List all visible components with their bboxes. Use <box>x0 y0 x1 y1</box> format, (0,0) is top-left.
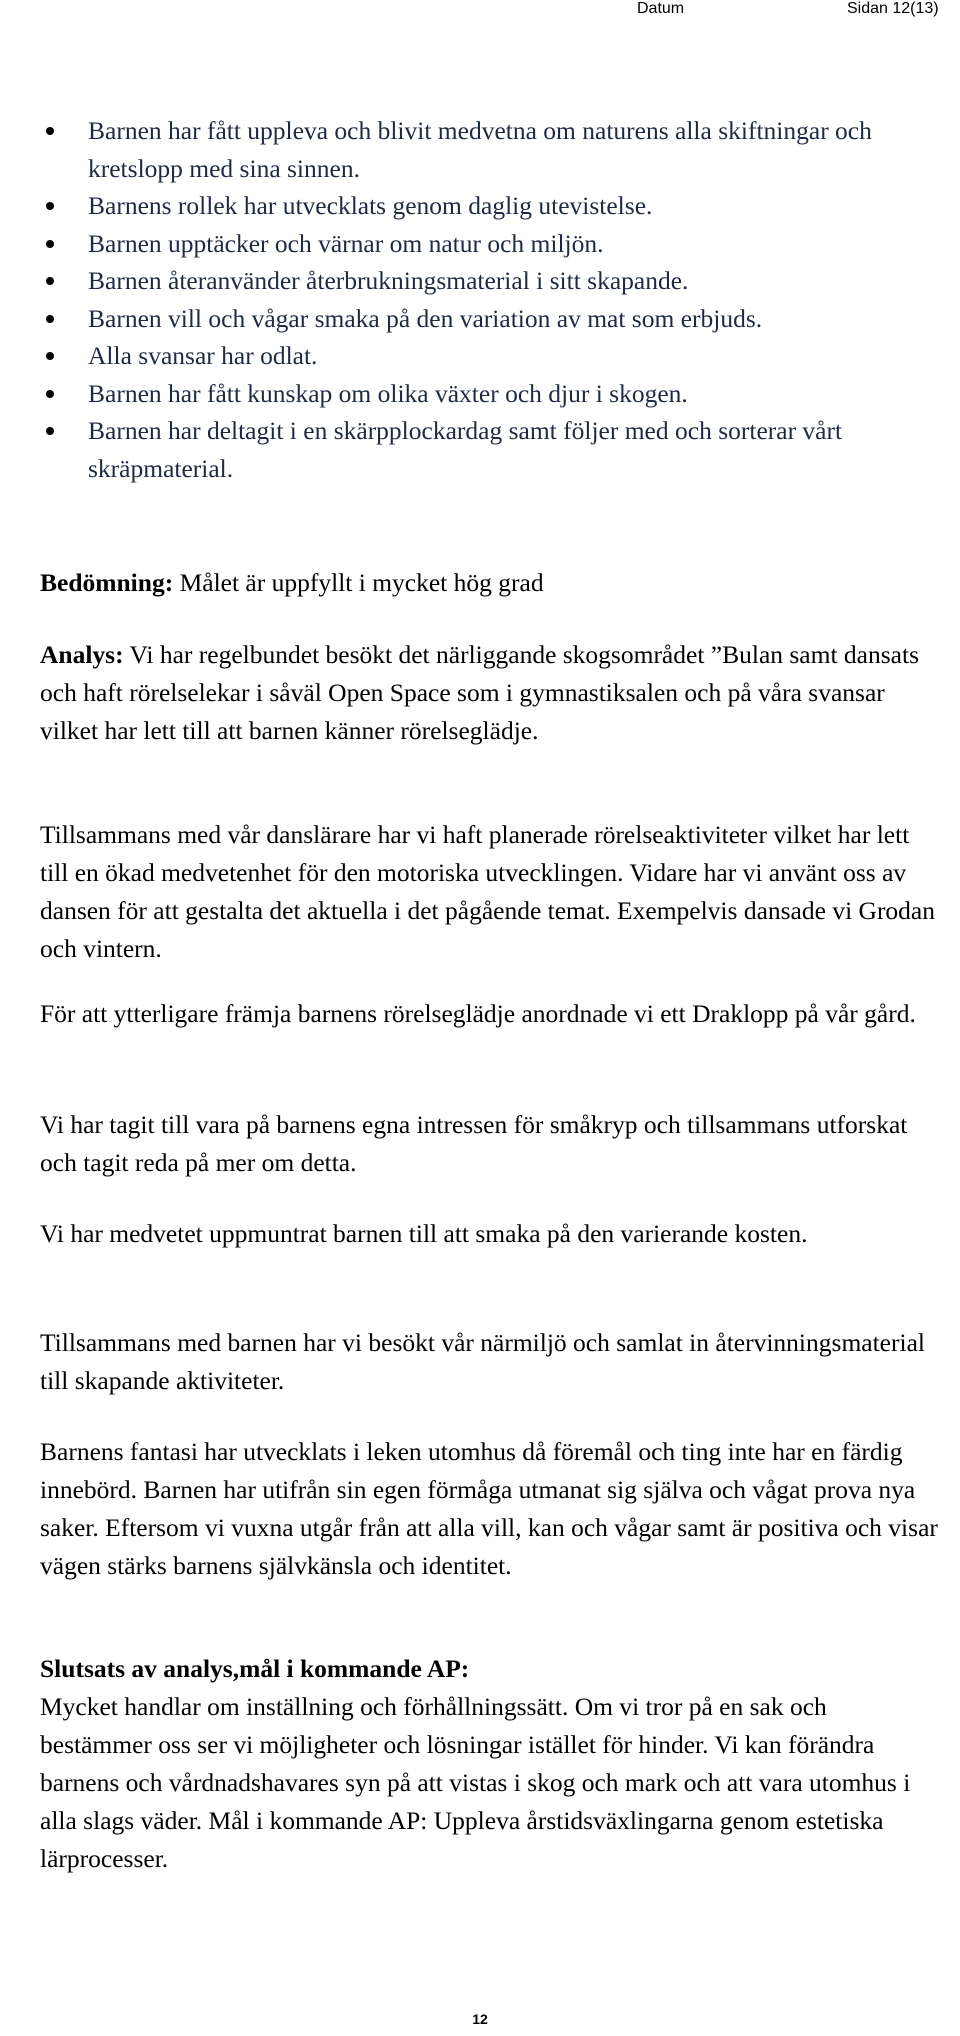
bullet-item <box>0 337 888 375</box>
paragraph-narmiljo: Tillsammans med barnen har vi besökt vår närmiljö och samlat in återvinningsmaterial till skapande aktiviteter. <box>40 1328 925 1395</box>
bullet-icon <box>46 390 54 398</box>
assessment-text: Målet är uppfyllt i mycket hög grad <box>173 568 544 597</box>
conclusion-text: Mycket handlar om inställning och förhållningssätt. Om vi tror på en sak och bestämmer oss ser vi möjligheter och lösningar istället för hinder. Vi kan förändra barnens och vårdnadshavares syn på att vistas i skog och mark och att vara utomhus i alla slags väder. Mål i kommande AP: Uppleva årstidsväxlingarna genom estetiska lärprocesser. <box>40 1692 911 1873</box>
conclusion-heading: Slutsats av analys,mål i kommande AP: <box>40 1654 470 1683</box>
paragraph-kosten: Vi har medvetet uppmuntrat barnen till att smaka på den varierande kosten. <box>40 1219 808 1248</box>
bullet-icon <box>46 315 54 323</box>
bullet-icon <box>46 427 54 435</box>
conclusion-section <box>40 1650 940 1878</box>
analysis-label: Analys: <box>40 640 124 669</box>
header-page-label: Sidan 12(13) <box>847 0 939 17</box>
assessment-paragraph <box>40 564 940 602</box>
bullet-icon <box>46 202 54 210</box>
bullet-text: Barnen har fått kunskap om olika växter och djur i skogen. <box>88 378 688 408</box>
analysis-paragraph <box>40 636 940 750</box>
page-header <box>0 0 960 30</box>
bullet-item <box>0 225 888 263</box>
bullet-item <box>0 262 888 300</box>
bullet-text: Barnens rollek har utvecklats genom daglig utevistelse. <box>88 191 653 220</box>
bullet-text: Barnen återanvänder återbrukningsmaterial i sitt skapande. <box>88 266 689 295</box>
bullet-item <box>0 187 888 225</box>
header-date-label: Datum <box>637 0 685 17</box>
page-number: 12 <box>472 2011 488 2027</box>
paragraph-dance: Tillsammans med vår danslärare har vi haft planerade rörelseaktiviteter vilket har lett till en ökad medvetenhet för den motoriska utvecklingen. Vidare har vi använt oss av dansen för att gestalta det aktuella i det pågående temat. Exempelvis dansade vi Grodan och vintern. <box>40 820 936 963</box>
bullet-item <box>0 375 888 413</box>
bullet-list <box>0 112 960 487</box>
assessment-label: Bedömning: <box>40 568 174 597</box>
bullet-item <box>0 412 888 487</box>
bullet-item <box>0 300 888 338</box>
bullet-item <box>0 112 888 187</box>
bullet-text: Barnen upptäcker och värnar om natur och miljön. <box>88 228 604 258</box>
bullet-icon <box>46 127 54 135</box>
bullet-icon <box>46 277 54 285</box>
paragraph-fantasi: Barnens fantasi har utvecklats i leken utomhus då föremål och ting inte har en färdig innebörd. Barnen har utifrån sin egen förmåga utmanat sig själva och vågat prova nya saker. Eftersom vi vuxna utgår från att alla vill, kan och vågar samt är positiva och visar vägen stärks barnens självkänsla och identitet. <box>40 1437 938 1580</box>
bullet-icon <box>46 352 54 360</box>
paragraph-smakryp: Vi har tagit till vara på barnens egna intressen för småkryp och tillsammans utforskat och tagit reda på mer om detta. <box>40 1110 908 1177</box>
bullet-text: Alla svansar har odlat. <box>88 341 318 370</box>
paragraph-draklopp: För att ytterligare främja barnens rörelseglädje anordnade vi ett Draklopp på vår gård. <box>40 999 916 1028</box>
analysis-text: Vi har regelbundet besökt det närliggande skogsområdet ”Bulan samt dansats och haft rörelselekar i såväl Open Space som i gymnastiksalen och på våra svansar vilket har lett till att barnen känner rörelseglädje. <box>40 640 919 745</box>
bullet-text: Barnen har fått uppleva och blivit medvetna om naturens alla skiftningar och kretslopp med sina sinnen. <box>88 116 872 183</box>
bullet-icon <box>46 240 54 248</box>
bullet-text: Barnen vill och vågar smaka på den variation av mat som erbjuds. <box>88 303 763 333</box>
bullet-text: Barnen har deltagit i en skärpplockardag samt följer med och sorterar vårt skräpmaterial. <box>88 416 843 483</box>
